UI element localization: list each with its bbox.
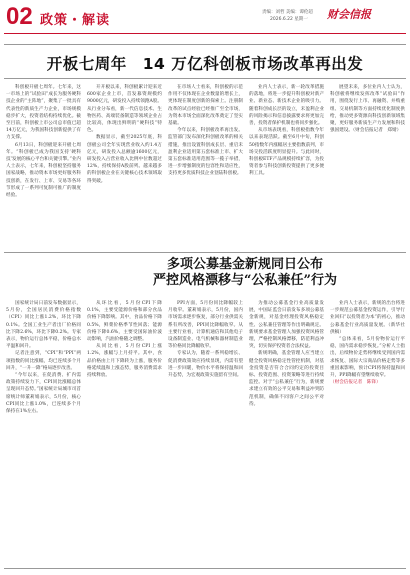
paragraph: 数据显示，截至2025年底，科创板公司全年实现营业收入约1.4万亿元，研发投入总额逾1600亿元，研发投入占营业收入比例中位数超过12%，持续保持A股前列。越来越多的科创板企业在关键核心技术领域取得突破。: [87, 135, 162, 184]
paragraph: 业内人士表示，新规的出台将进一步规范公募基金投资运作，引导行业回归“以投资者为本”的初心，推动公募基金行业高质量发展。（新华社供稿）: [330, 301, 405, 335]
paragraph: 新规明确，基金管理人应当建立健全投资风格稳定性管控机制，对基金投资是否符合合同约定的投资目标、投资范围、投资策略等进行持续监控。对于“公私兼任”行为，新规要求建立有效的公平交易和利益冲突防范机制，确保不同客户之间公平对待。: [249, 351, 324, 407]
article2-headline: [90, 257, 400, 289]
article1-column-1: [6, 84, 81, 249]
divider: [4, 252, 406, 253]
divider: [4, 78, 406, 79]
paragraph: 今年以来，科创板改革再出发。监管部门发布深化科创板改革的相关措施，推出设置科创成长层、重启未盈利企业适用第五套标准上市、扩大第五套标准适用范围等一揽子举措，进一步增强制度的包容性和适应性，支持更多优质科技企业登陆科创板。: [168, 128, 243, 177]
paragraph: 记者注意到，“CPI”和“PPI”两项指数的同比涨幅，均已连续多个月回升，“一升一降”格局逐步改善。: [6, 351, 81, 371]
article2-column-4: [249, 300, 324, 565]
section-title: 政策・解读: [40, 13, 111, 28]
article1-headline: 开板七周年 14 万亿科创板市场改革再出发: [46, 55, 364, 73]
paragraph: 业内人士表示，新一轮改革措施的落地，将进一步提升科创板对新产业、新业态、新技术企业的吸引力。随着科创成长层的设立，未盈利企业的风险揭示和信息披露要求将更加完善，投资者保护机制也将同步强化。: [249, 85, 324, 127]
paragraph: PPI方面，5月份同比降幅较上月收窄。董莉娟表示，5月份，国内市场需求逐步恢复，部分行业供需关系有所改善，PPI同比降幅收窄。从主要行业看，计算机通信和其他电子设备制造业、电气机械和器材制造业等价格同比降幅收窄。: [168, 301, 243, 350]
article2-headline-line2: 严控风格漂移与“公私兼任”行为: [153, 273, 337, 288]
article1-column-5: [330, 84, 405, 249]
paragraph: “今年以来，在促消费、扩内需政策持续发力下，CPI同比涨幅总体呈现回升态势。”国家统计局城市司首席统计师董莉娟表示，5月份，核心CPI同比上涨1.0%，已连续多个月保持在1%左右。: [6, 373, 81, 415]
paragraph: 展望未来，多位业内人士认为，科创板将继续发挥改革“试验田”作用，围绕发行上市、再融资、并购重组、交易机制等方面持续优化制度供给，推动更多资源向科技创新领域集聚，更好服务新质生产力发展和科技强国建设。（财会信报记者 郑婧）: [330, 85, 405, 134]
article2-column-3: [168, 300, 243, 565]
paragraph: 国家统计局日前发布数据显示，5月份，全国居民消费价格指数（CPI）同比上涨1.2%，环比下降0.1%。全国工业生产者出厂价格同比下降2.6%，环比下降0.2%。专家表示，物价运行总体平稳，价格总水平温和回升。: [6, 301, 81, 350]
paragraph: 6月13日，科创板迎来开板七周年。“科创板已成为我国支持‘硬科技’发展的核心平台和关键引擎。”业内人士表示，七年来，科创板坚持服务国家战略，推动资本市场更好服务科技创新，在发行、上市、交易等各环节形成了一系列可复制可推广的制度经验。: [6, 142, 81, 199]
issue-date: 2026.6.22 星期一: [270, 17, 308, 22]
paragraph: “总体来看，5月份物价运行平稳，国内需求稳步恢复。”分析人士指出，后续物价走势将继续受到国内需求恢复、国际大宗商品价格走势等多重因素影响，预计CPI将保持温和回升，PPI降幅有望继续收窄。: [330, 337, 405, 379]
divider: [4, 44, 406, 45]
paragraph: 科创板开板七周年。七年来，这一市场上的“试验田”成长为服务硬科技企业的“主阵地”，聚集了一批具有代表性的新质生产力企业，市场规模稳步扩大，投资者结构持续优化。截至目前，科创板上市公司总市值已超14万亿元，为我国科技创新提供了有力支撑。: [6, 85, 81, 141]
article1-column-3: [168, 84, 243, 249]
article2-headline-line1: 多项公募基金新规同日公布: [166, 257, 323, 272]
page-header: [0, 0, 410, 36]
article1-column-2: [87, 84, 162, 249]
article2-column-2: [87, 300, 162, 565]
header-rule: [4, 33, 406, 34]
paragraph: 为推动公募基金行业高质量发展，中国证监会日前发布多项公募基金新规，对基金经理投资风格稳定性、公私兼任管理等作出明确规定。新规要求基金管理人加强投资风格管理，严格控制风格漂移，防范利益冲突，切实保护投资者合法权益。: [249, 301, 324, 350]
editor-credits: 责编：刘哲 美编：谭伦超: [262, 10, 313, 15]
divider: [4, 568, 406, 569]
masthead-logo: 财会信报: [327, 8, 371, 21]
paragraph: 从同比看，5月份CPI上涨1.2%，涨幅与上月持平。其中，食品价格由上月下降转为上涨，服务价格延续温和上涨态势，服务消费需求持续释放。: [87, 344, 162, 379]
paragraph: 在市场人士看来，科创板的示范作用不仅体现在企业数量的增长上，更体现在制度创新的探索上。注册制改革的试点经验已经推广至全市场，为资本市场全面深化改革奠定了坚实基础。: [168, 85, 243, 127]
page-number: 02: [6, 3, 33, 30]
article2-column-1: [6, 300, 81, 565]
article1-column-4: [249, 84, 324, 249]
paragraph: 开开板以来，科创板累计迎来近600家企业上市，首发募资规模约9000亿元，研发投入持续领跑A股。从行业分布看，新一代信息技术、生物医药、高端装备制造等领域企业占比较高，体现出鲜明的“硬科技”特色。: [87, 85, 162, 134]
article2-column-5: [330, 300, 405, 565]
byline: （财会信报记者 陈锋）: [330, 380, 381, 386]
paragraph: 专家认为，随着一系列稳增长、促消费政策效应持续显现，内需有望进一步回暖，物价水平将保持温和回升态势，为宏观政策实施留有空间。: [168, 351, 243, 379]
paragraph: 从环比看，5月份CPI下降0.1%，主要受能源价格和部分食品价格下降影响。其中，食品价格下降0.5%，鲜菜价格季节性回落；能源价格下降0.6%，主要受国际油价波动影响，汽油价格随之调整。: [87, 301, 162, 343]
paragraph: 从市场表现看，科创板指数今年以来表现活跃。截至6月中旬，科创50指数年内涨幅居主要指数前列，市场交投活跃度明显提升。与此同时，科创板ETF产品规模持续扩容，为投资者参与科技创新投资提供了更多便利工具。: [249, 128, 324, 177]
